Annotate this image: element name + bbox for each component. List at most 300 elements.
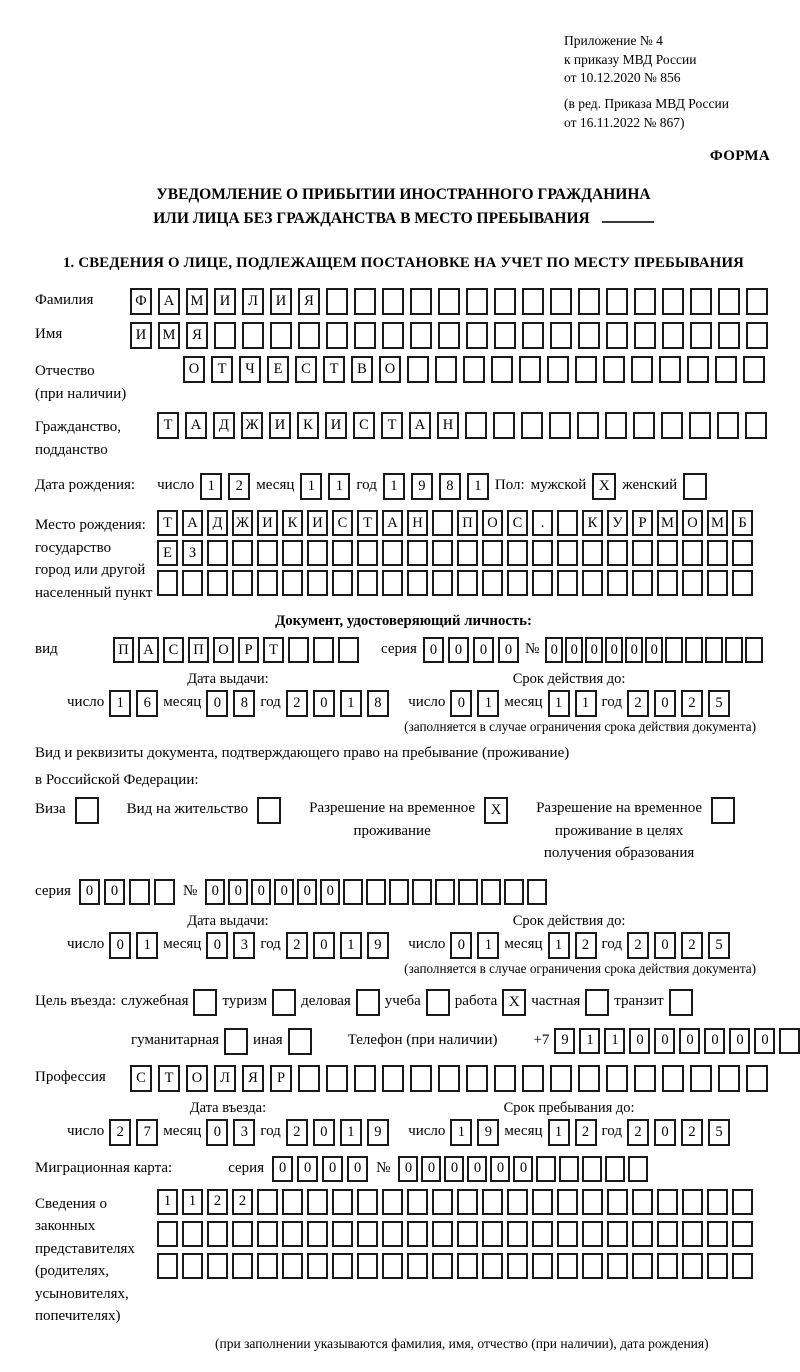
form-cell[interactable]: 0 — [398, 1156, 418, 1182]
form-cell[interactable] — [745, 637, 763, 663]
form-cell[interactable] — [705, 637, 723, 663]
form-cell[interactable] — [603, 356, 625, 383]
form-cell[interactable] — [457, 1189, 478, 1215]
form-cell[interactable]: 2 — [207, 1189, 228, 1215]
form-cell[interactable] — [432, 540, 453, 566]
male-checkbox[interactable]: X — [592, 473, 616, 500]
form-cell[interactable]: 0 — [205, 879, 225, 905]
form-cell[interactable]: 3 — [233, 932, 255, 959]
form-cell[interactable] — [207, 1221, 228, 1247]
form-cell[interactable]: 8 — [233, 690, 255, 717]
form-cell[interactable] — [582, 570, 603, 596]
form-cell[interactable]: К — [582, 510, 603, 536]
form-cell[interactable] — [607, 1189, 628, 1215]
form-cell[interactable]: Т — [158, 1065, 180, 1092]
form-cell[interactable]: 0 — [565, 637, 583, 663]
form-cell[interactable]: 0 — [629, 1028, 650, 1054]
form-cell[interactable]: 0 — [423, 637, 444, 663]
form-cell[interactable] — [435, 356, 457, 383]
form-cell[interactable] — [357, 540, 378, 566]
form-cell[interactable]: Я — [298, 288, 320, 315]
form-cell[interactable] — [432, 1221, 453, 1247]
form-cell[interactable] — [326, 322, 348, 349]
form-cell[interactable]: Т — [157, 412, 179, 439]
form-cell[interactable]: 1 — [157, 1189, 178, 1215]
form-cell[interactable] — [354, 322, 376, 349]
form-cell[interactable] — [578, 288, 600, 315]
form-cell[interactable] — [631, 356, 653, 383]
form-cell[interactable] — [154, 879, 175, 905]
form-cell[interactable]: С — [353, 412, 375, 439]
form-cell[interactable] — [745, 412, 767, 439]
form-cell[interactable] — [632, 1221, 653, 1247]
form-cell[interactable] — [532, 1221, 553, 1247]
form-cell[interactable] — [307, 570, 328, 596]
form-cell[interactable]: 0 — [467, 1156, 487, 1182]
form-cell[interactable] — [559, 1156, 579, 1182]
form-cell[interactable] — [435, 879, 455, 905]
form-cell[interactable] — [432, 510, 453, 536]
form-cell[interactable]: 0 — [251, 879, 271, 905]
form-cell[interactable]: Т — [357, 510, 378, 536]
form-cell[interactable] — [522, 288, 544, 315]
form-cell[interactable]: О — [213, 637, 234, 663]
form-cell[interactable] — [466, 288, 488, 315]
purpose-humanitarian-checkbox[interactable] — [224, 1028, 248, 1055]
form-cell[interactable]: 1 — [467, 473, 489, 500]
form-cell[interactable] — [521, 412, 543, 439]
form-cell[interactable]: 0 — [109, 932, 131, 959]
form-cell[interactable] — [463, 356, 485, 383]
female-checkbox[interactable] — [683, 473, 707, 500]
form-cell[interactable] — [458, 879, 478, 905]
form-cell[interactable] — [582, 1189, 603, 1215]
form-cell[interactable]: 0 — [320, 879, 340, 905]
form-cell[interactable]: И — [130, 322, 152, 349]
form-cell[interactable]: М — [186, 288, 208, 315]
form-cell[interactable]: 2 — [627, 690, 649, 717]
form-cell[interactable] — [725, 637, 743, 663]
form-cell[interactable]: С — [163, 637, 184, 663]
form-cell[interactable] — [465, 412, 487, 439]
form-cell[interactable]: 2 — [286, 932, 308, 959]
form-cell[interactable]: Ч — [239, 356, 261, 383]
form-cell[interactable]: Н — [407, 510, 428, 536]
form-cell[interactable]: А — [182, 510, 203, 536]
form-cell[interactable] — [536, 1156, 556, 1182]
form-cell[interactable] — [607, 570, 628, 596]
form-cell[interactable] — [582, 1221, 603, 1247]
form-cell[interactable]: 1 — [450, 1119, 472, 1146]
form-cell[interactable]: О — [682, 510, 703, 536]
form-cell[interactable] — [732, 1189, 753, 1215]
form-cell[interactable] — [661, 412, 683, 439]
purpose-other-checkbox[interactable] — [288, 1028, 312, 1055]
form-cell[interactable]: О — [379, 356, 401, 383]
form-cell[interactable] — [438, 1065, 460, 1092]
form-cell[interactable] — [407, 540, 428, 566]
form-cell[interactable]: Я — [242, 1065, 264, 1092]
form-cell[interactable]: 0 — [421, 1156, 441, 1182]
form-cell[interactable]: 0 — [473, 637, 494, 663]
form-cell[interactable] — [504, 879, 524, 905]
form-cell[interactable] — [707, 570, 728, 596]
form-cell[interactable]: 0 — [322, 1156, 343, 1182]
form-cell[interactable] — [682, 570, 703, 596]
form-cell[interactable] — [605, 412, 627, 439]
form-cell[interactable]: И — [257, 510, 278, 536]
form-cell[interactable]: С — [295, 356, 317, 383]
form-cell[interactable] — [410, 322, 432, 349]
form-cell[interactable] — [466, 322, 488, 349]
form-cell[interactable]: Е — [157, 540, 178, 566]
form-cell[interactable]: А — [158, 288, 180, 315]
form-cell[interactable]: А — [138, 637, 159, 663]
form-cell[interactable] — [732, 1221, 753, 1247]
form-cell[interactable]: Ф — [130, 288, 152, 315]
form-cell[interactable] — [779, 1028, 800, 1054]
form-cell[interactable] — [687, 356, 709, 383]
form-cell[interactable]: 0 — [704, 1028, 725, 1054]
form-cell[interactable] — [732, 540, 753, 566]
form-cell[interactable]: 5 — [708, 690, 730, 717]
form-cell[interactable] — [382, 288, 404, 315]
form-cell[interactable]: 2 — [286, 690, 308, 717]
form-cell[interactable] — [659, 356, 681, 383]
form-cell[interactable] — [634, 322, 656, 349]
form-cell[interactable]: О — [186, 1065, 208, 1092]
form-cell[interactable] — [557, 570, 578, 596]
form-cell[interactable] — [634, 288, 656, 315]
form-cell[interactable]: 0 — [206, 1119, 228, 1146]
form-cell[interactable] — [357, 1189, 378, 1215]
purpose-private-checkbox[interactable] — [585, 989, 609, 1016]
form-cell[interactable] — [606, 288, 628, 315]
form-cell[interactable] — [457, 1221, 478, 1247]
form-cell[interactable]: Л — [214, 1065, 236, 1092]
form-cell[interactable] — [685, 637, 703, 663]
form-cell[interactable]: 0 — [490, 1156, 510, 1182]
form-cell[interactable] — [257, 540, 278, 566]
form-cell[interactable] — [532, 1189, 553, 1215]
form-cell[interactable]: А — [382, 510, 403, 536]
form-cell[interactable] — [382, 1189, 403, 1215]
form-cell[interactable] — [232, 570, 253, 596]
form-cell[interactable]: И — [325, 412, 347, 439]
form-cell[interactable]: 2 — [286, 1119, 308, 1146]
form-cell[interactable]: 2 — [575, 1119, 597, 1146]
form-cell[interactable]: 9 — [367, 932, 389, 959]
form-cell[interactable] — [519, 356, 541, 383]
purpose-study-checkbox[interactable] — [426, 989, 450, 1016]
form-cell[interactable]: . — [532, 510, 553, 536]
form-cell[interactable] — [482, 540, 503, 566]
form-cell[interactable] — [550, 322, 572, 349]
form-cell[interactable]: 0 — [513, 1156, 533, 1182]
form-cell[interactable]: М — [707, 510, 728, 536]
form-cell[interactable] — [557, 1221, 578, 1247]
form-cell[interactable] — [632, 540, 653, 566]
form-cell[interactable] — [717, 412, 739, 439]
form-cell[interactable] — [689, 412, 711, 439]
form-cell[interactable] — [557, 540, 578, 566]
form-cell[interactable] — [482, 1221, 503, 1247]
form-cell[interactable]: Т — [381, 412, 403, 439]
form-cell[interactable]: Е — [267, 356, 289, 383]
form-cell[interactable]: Т — [263, 637, 284, 663]
form-cell[interactable] — [232, 540, 253, 566]
form-cell[interactable]: 0 — [228, 879, 248, 905]
form-cell[interactable]: 0 — [206, 690, 228, 717]
form-cell[interactable]: А — [409, 412, 431, 439]
form-cell[interactable] — [466, 1065, 488, 1092]
form-cell[interactable] — [743, 356, 765, 383]
form-cell[interactable] — [282, 1253, 303, 1279]
form-cell[interactable]: К — [282, 510, 303, 536]
form-cell[interactable]: Ж — [241, 412, 263, 439]
form-cell[interactable]: Д — [213, 412, 235, 439]
form-cell[interactable] — [343, 879, 363, 905]
form-cell[interactable]: 5 — [708, 1119, 730, 1146]
purpose-transit-checkbox[interactable] — [669, 989, 693, 1016]
form-cell[interactable]: 0 — [654, 1028, 675, 1054]
form-cell[interactable] — [232, 1253, 253, 1279]
form-cell[interactable] — [332, 540, 353, 566]
form-cell[interactable]: 8 — [367, 690, 389, 717]
form-cell[interactable] — [715, 356, 737, 383]
form-cell[interactable]: 2 — [681, 690, 703, 717]
form-cell[interactable]: 1 — [300, 473, 322, 500]
form-cell[interactable]: И — [214, 288, 236, 315]
form-cell[interactable]: 1 — [340, 1119, 362, 1146]
form-cell[interactable] — [432, 1253, 453, 1279]
form-cell[interactable] — [182, 1221, 203, 1247]
form-cell[interactable] — [357, 1221, 378, 1247]
form-cell[interactable]: 9 — [411, 473, 433, 500]
form-cell[interactable]: 0 — [297, 1156, 318, 1182]
form-cell[interactable] — [214, 322, 236, 349]
form-cell[interactable] — [382, 1065, 404, 1092]
form-cell[interactable] — [382, 1221, 403, 1247]
form-cell[interactable] — [482, 570, 503, 596]
form-cell[interactable] — [657, 540, 678, 566]
form-cell[interactable]: У — [607, 510, 628, 536]
form-cell[interactable] — [457, 540, 478, 566]
form-cell[interactable] — [682, 1189, 703, 1215]
form-cell[interactable]: П — [113, 637, 134, 663]
form-cell[interactable] — [182, 1253, 203, 1279]
purpose-work-checkbox[interactable]: X — [502, 989, 526, 1016]
form-cell[interactable] — [298, 1065, 320, 1092]
form-cell[interactable]: 1 — [383, 473, 405, 500]
form-cell[interactable]: 0 — [679, 1028, 700, 1054]
form-cell[interactable]: М — [657, 510, 678, 536]
form-cell[interactable]: К — [297, 412, 319, 439]
form-cell[interactable] — [407, 356, 429, 383]
form-cell[interactable] — [366, 879, 386, 905]
visa-checkbox[interactable] — [75, 797, 99, 824]
form-cell[interactable] — [746, 322, 768, 349]
form-cell[interactable]: 1 — [136, 932, 158, 959]
form-cell[interactable]: 0 — [545, 637, 563, 663]
form-cell[interactable] — [207, 570, 228, 596]
form-cell[interactable] — [732, 1253, 753, 1279]
form-cell[interactable] — [307, 1253, 328, 1279]
form-cell[interactable]: Л — [242, 288, 264, 315]
form-cell[interactable] — [550, 288, 572, 315]
form-cell[interactable] — [332, 1253, 353, 1279]
form-cell[interactable] — [257, 1253, 278, 1279]
form-cell[interactable] — [382, 570, 403, 596]
form-cell[interactable]: 2 — [681, 1119, 703, 1146]
form-cell[interactable] — [607, 540, 628, 566]
form-cell[interactable] — [242, 322, 264, 349]
form-cell[interactable]: 2 — [627, 932, 649, 959]
form-cell[interactable]: 1 — [548, 932, 570, 959]
form-cell[interactable]: 8 — [439, 473, 461, 500]
form-cell[interactable] — [482, 1189, 503, 1215]
form-cell[interactable] — [632, 570, 653, 596]
form-cell[interactable]: 0 — [625, 637, 643, 663]
form-cell[interactable] — [382, 322, 404, 349]
form-cell[interactable] — [207, 1253, 228, 1279]
form-cell[interactable] — [282, 540, 303, 566]
form-cell[interactable] — [557, 1189, 578, 1215]
form-cell[interactable] — [522, 322, 544, 349]
form-cell[interactable] — [494, 288, 516, 315]
form-cell[interactable]: С — [332, 510, 353, 536]
form-cell[interactable] — [457, 570, 478, 596]
form-cell[interactable] — [707, 1253, 728, 1279]
form-cell[interactable]: 0 — [450, 690, 472, 717]
form-cell[interactable]: 0 — [104, 879, 125, 905]
form-cell[interactable]: 0 — [313, 1119, 335, 1146]
form-cell[interactable] — [257, 1189, 278, 1215]
form-cell[interactable]: О — [183, 356, 205, 383]
form-cell[interactable] — [549, 412, 571, 439]
form-cell[interactable] — [632, 1189, 653, 1215]
form-cell[interactable] — [307, 1189, 328, 1215]
form-cell[interactable] — [282, 1189, 303, 1215]
form-cell[interactable]: 0 — [297, 879, 317, 905]
form-cell[interactable]: Т — [157, 510, 178, 536]
form-cell[interactable]: 9 — [367, 1119, 389, 1146]
form-cell[interactable] — [313, 637, 334, 663]
form-cell[interactable] — [607, 1221, 628, 1247]
form-cell[interactable] — [457, 1253, 478, 1279]
form-cell[interactable] — [662, 1065, 684, 1092]
form-cell[interactable]: 2 — [232, 1189, 253, 1215]
form-cell[interactable]: С — [507, 510, 528, 536]
form-cell[interactable]: 0 — [79, 879, 100, 905]
form-cell[interactable] — [282, 570, 303, 596]
form-cell[interactable]: 0 — [272, 1156, 293, 1182]
form-cell[interactable] — [438, 322, 460, 349]
form-cell[interactable] — [690, 1065, 712, 1092]
form-cell[interactable]: 2 — [681, 932, 703, 959]
form-cell[interactable]: О — [482, 510, 503, 536]
form-cell[interactable] — [129, 879, 150, 905]
form-cell[interactable] — [718, 288, 740, 315]
form-cell[interactable] — [298, 322, 320, 349]
form-cell[interactable] — [332, 1221, 353, 1247]
form-cell[interactable]: 0 — [444, 1156, 464, 1182]
form-cell[interactable] — [157, 570, 178, 596]
form-cell[interactable]: 3 — [233, 1119, 255, 1146]
form-cell[interactable]: И — [269, 412, 291, 439]
form-cell[interactable] — [357, 1253, 378, 1279]
form-cell[interactable]: 1 — [340, 690, 362, 717]
form-cell[interactable] — [270, 322, 292, 349]
form-cell[interactable] — [357, 570, 378, 596]
form-cell[interactable]: 0 — [654, 1119, 676, 1146]
temp-residence-checkbox[interactable]: X — [484, 797, 508, 824]
form-cell[interactable]: Т — [323, 356, 345, 383]
form-cell[interactable]: Н — [437, 412, 459, 439]
form-cell[interactable] — [682, 1221, 703, 1247]
form-cell[interactable]: 1 — [548, 1119, 570, 1146]
form-cell[interactable] — [282, 1221, 303, 1247]
form-cell[interactable] — [550, 1065, 572, 1092]
form-cell[interactable]: 2 — [627, 1119, 649, 1146]
form-cell[interactable]: З — [182, 540, 203, 566]
form-cell[interactable] — [182, 570, 203, 596]
form-cell[interactable] — [707, 1189, 728, 1215]
form-cell[interactable] — [657, 1189, 678, 1215]
form-cell[interactable] — [407, 570, 428, 596]
form-cell[interactable]: 2 — [109, 1119, 131, 1146]
form-cell[interactable] — [307, 540, 328, 566]
purpose-tourism-checkbox[interactable] — [272, 989, 296, 1016]
form-cell[interactable] — [410, 1065, 432, 1092]
form-cell[interactable] — [665, 637, 683, 663]
purpose-official-checkbox[interactable] — [193, 989, 217, 1016]
residence-permit-checkbox[interactable] — [257, 797, 281, 824]
form-cell[interactable] — [307, 1221, 328, 1247]
form-cell[interactable] — [332, 570, 353, 596]
form-cell[interactable]: Р — [632, 510, 653, 536]
form-cell[interactable] — [410, 288, 432, 315]
form-cell[interactable]: 0 — [654, 690, 676, 717]
form-cell[interactable] — [432, 570, 453, 596]
form-cell[interactable] — [326, 288, 348, 315]
form-cell[interactable] — [493, 412, 515, 439]
form-cell[interactable] — [491, 356, 513, 383]
form-cell[interactable]: 1 — [548, 690, 570, 717]
form-cell[interactable]: Р — [270, 1065, 292, 1092]
form-cell[interactable] — [382, 540, 403, 566]
form-cell[interactable] — [354, 288, 376, 315]
form-cell[interactable] — [718, 1065, 740, 1092]
form-cell[interactable] — [494, 1065, 516, 1092]
form-cell[interactable]: 1 — [182, 1189, 203, 1215]
form-cell[interactable] — [682, 1253, 703, 1279]
form-cell[interactable] — [662, 288, 684, 315]
form-cell[interactable] — [157, 1253, 178, 1279]
form-cell[interactable] — [507, 1189, 528, 1215]
form-cell[interactable]: 0 — [654, 932, 676, 959]
form-cell[interactable] — [634, 1065, 656, 1092]
form-cell[interactable] — [157, 1221, 178, 1247]
form-cell[interactable]: 1 — [604, 1028, 625, 1054]
form-cell[interactable]: 6 — [136, 690, 158, 717]
form-cell[interactable] — [582, 1156, 602, 1182]
form-cell[interactable] — [582, 540, 603, 566]
form-cell[interactable]: 9 — [477, 1119, 499, 1146]
form-cell[interactable] — [606, 1065, 628, 1092]
form-cell[interactable] — [718, 322, 740, 349]
form-cell[interactable]: А — [185, 412, 207, 439]
